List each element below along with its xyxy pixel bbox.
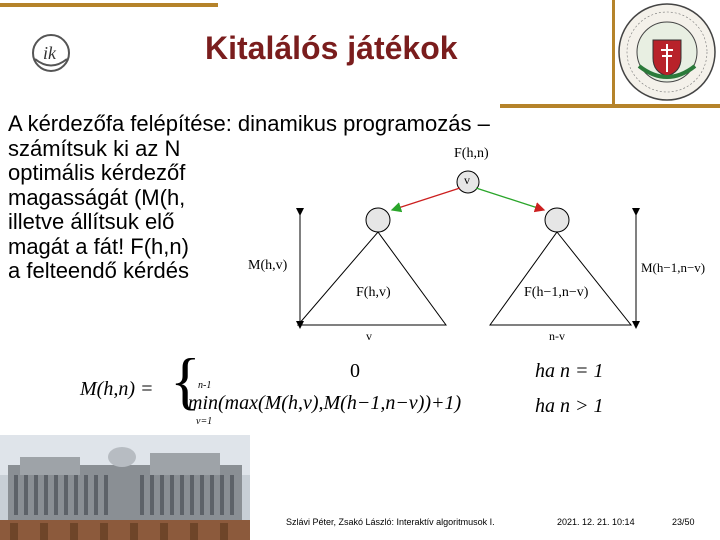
case1-value: 0 [350,360,360,382]
recurrence-formula [80,345,640,430]
formula-lhs: M(h,n) = [80,378,154,400]
min-superscript: n-1 [198,380,212,391]
body-line: optimális kérdezőf [8,160,186,185]
right-subtree-root [545,208,569,232]
body-line: számítsuk ki az N [8,135,181,161]
body-line: a felteendő kérdés [8,258,190,283]
vertical-accent-bar [612,0,615,107]
right-subtree-triangle [490,232,631,325]
footer-authors: Szlávi Péter, Zsakó László: Interaktív algoritmusok I. [286,517,495,527]
university-seal [617,0,717,104]
right-height-label: M(h−1,n−v) [641,260,706,275]
left-bottom-label: v [366,329,372,343]
case2-value: min(max(M(h,v),M(h−1,n−v))+1) [188,392,462,414]
ik-logo [30,32,72,74]
campus-photo [0,435,250,540]
root-node-label: v [464,173,470,187]
case1-condition: ha n = 1 [535,360,604,382]
right-child-arrow [476,188,544,210]
footer-datetime: 2021. 12. 21. 10:14 [557,517,635,527]
left-subtree-root [366,208,390,232]
left-tree-label: F(h,v) [356,285,391,300]
body-line: magasságát (M(h, [8,184,186,210]
body-line: illetve állítsuk elő [8,209,175,234]
tree-diagram [236,140,706,345]
top-right-accent-bar [500,104,720,108]
right-tree-label: F(h−1,n−v) [524,285,589,300]
formula-brace: { [170,345,201,416]
footer-page-number: 23/50 [672,517,695,527]
root-label: F(h,n) [454,146,489,161]
left-height-label: M(h,v) [248,258,288,273]
body-line: A kérdezőfa felépítése: dinamikus programozás – [8,111,490,136]
left-child-arrow [392,188,460,210]
logo-lettering: ik [43,43,56,63]
slide-title: Kitalálós játékok [205,30,458,66]
min-subscript: v=1 [196,416,213,427]
right-bottom-label: n-v [549,329,565,343]
top-left-accent-bar [0,3,218,7]
body-line: magát a fát! F(h,n) [8,233,189,259]
left-subtree-triangle [298,232,446,325]
case2-condition: ha n > 1 [535,395,604,417]
